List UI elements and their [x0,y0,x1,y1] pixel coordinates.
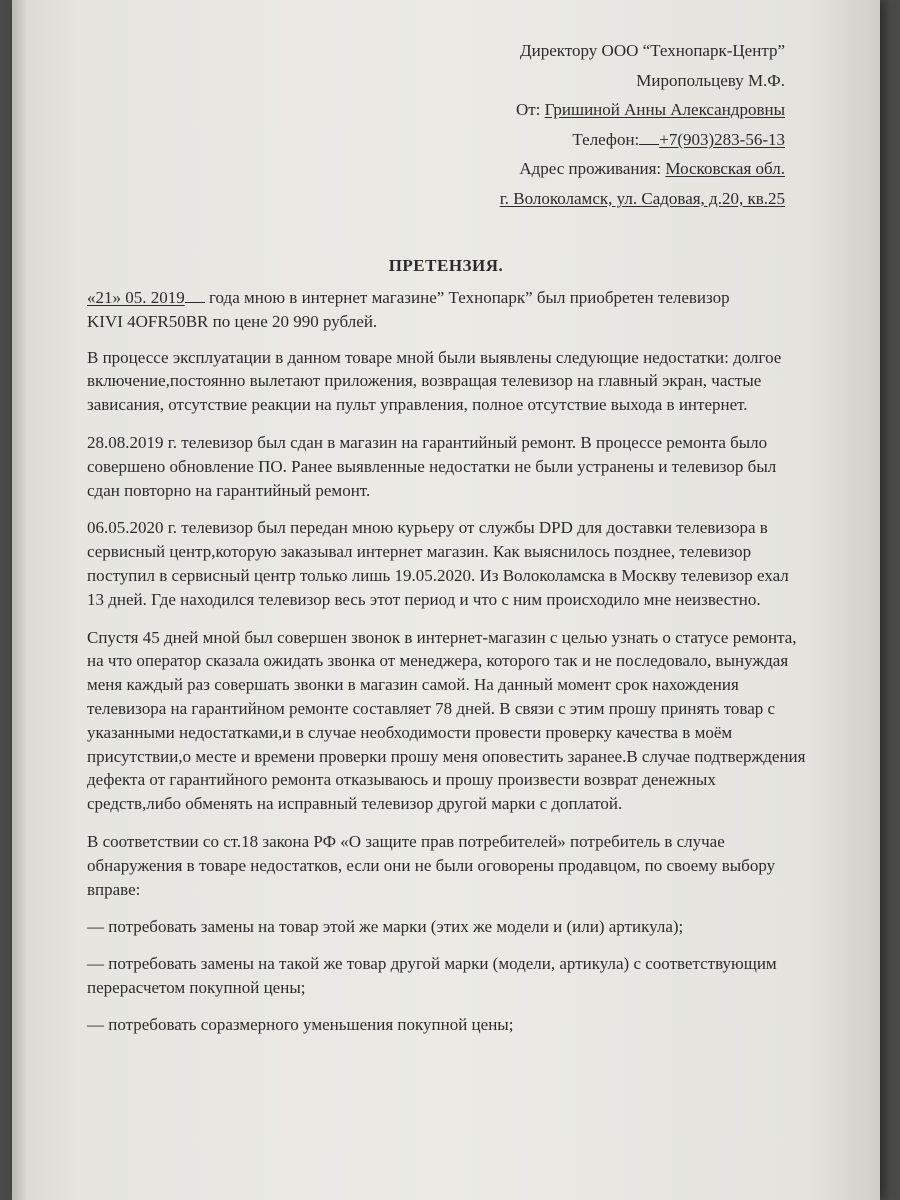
phone-label: Телефон: [572,129,640,149]
document-title: ПРЕТЕНЗИЯ. [388,256,504,275]
recipient-line: Директору ООО “Технопарк-Центр” [520,41,785,60]
sender-name: Гришиной Анны Александровны [544,100,785,119]
paragraph-law: В соответствии со ст.18 закона РФ «О защите прав потребителей» потребитель в случае обнаружения в товаре недостатков, если они не были оговорены продавцом, по своему выбору вправе: [87,831,776,899]
paragraph-defects: В процессе эксплуатации в данном товаре мной были выявлены следующие недостатки: долгое включение,постоянно вылетают приложения, возвращая телевизор на главный экран, частые зависания, отсутствие реакции на пульт управления, полное отсутствие выхода в интернет. [87,347,782,415]
page-edge [12,0,26,1200]
sender-label: От: [515,100,541,119]
paragraph-delivery: 06.05.2020 г. телевизор был передан мною курьеру от службы DPD для доставки телевизора в сервисный центр,которую заказывал интернет магазин. Как выяснилось позднее, телевизор поступил в сервисный центр только лишь 19.05.2020. Из Волоколамска в Москву телевизор ехал 13 дней. Где находился телевизор весь этот период и что с ним происходило мне неизвестно. [87,518,789,609]
phone-value: +7(903)283-56-13 [659,129,785,149]
paragraph-purchase [87,286,807,334]
address-value-1: Московская обл. [665,159,785,178]
address-value-2: г. Волоколамск, ул. Садовая, д.20, кв.25 [499,188,785,208]
purchase-text: года мною в интернет магазине” Технопарк” был приобретен телевизор [209,288,730,307]
document-body [87,286,807,1050]
letter-header [500,36,785,213]
sender-line [500,95,785,125]
recipient-name: Миропольцеву М.Ф. [636,70,785,90]
list-item: — потребовать замены на такой же товар другой марки (модели, артикула) с соответствующим перерасчетом покупной цены; [87,954,777,997]
paragraph-repair: 28.08.2019 г. телевизор был сдан в магазин на гарантийный ремонт. В процессе ремонта было совершено обновление ПО. Ранее выявленные недостатки не были устранены и телевизор был сдан повторно на гарантийный ремонт. [87,432,777,500]
address-label: Адрес проживания: [519,159,662,178]
purchase-model: KIVI 4OFR50BR по цене 20 990 рублей. [87,311,378,331]
phone-line [500,125,785,155]
address-line [500,154,785,184]
paragraph-claim: Спустя 45 дней мной был совершен звонок в интернет-магазин с целью узнать о статусе ремонта, на что оператор сказала ожидать звонка от менеджера, которого так и не последовало, вынуждая меня каждый раз совершать звонки в магазин самой. На данный момент срок нахождения телевизора на гарантийном ремонте составляет 78 дней. В связи с этим прошу принять товар с указанными недостатками,и в случае необходимости провести проверку качества в моём присутствии,о месте и времени проверки прошу меня оповестить заранее.В случае подтверждения дефекта от гарантийного ремонта отказываюсь и прошу произвести возврат денежных средств,либо обменять на исправный телевизор другой марки с доплатой. [87,627,806,814]
phone-underline [639,130,659,145]
list-item: — потребовать замены на товар этой же марки (этих же модели и (или) артикула); [87,917,684,937]
list-item: — потребовать соразмерного уменьшения покупной цены; [87,1014,514,1034]
document-page [12,0,880,1200]
purchase-date: «21» 05. 2019 [87,288,185,307]
date-underline [185,288,205,303]
